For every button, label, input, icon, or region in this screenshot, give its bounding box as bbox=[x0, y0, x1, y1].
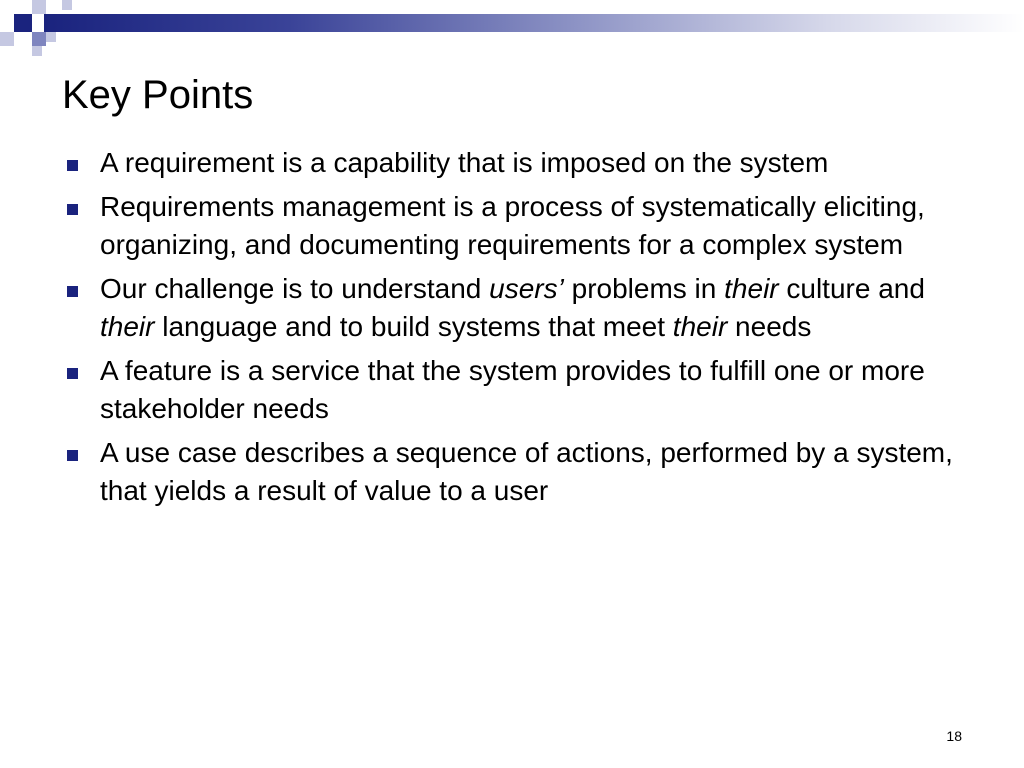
header-square-decoration bbox=[46, 32, 56, 42]
bullet-item bbox=[62, 352, 962, 428]
bullet-text: A use case describes a sequence of actions, performed by a system, that yields a result of value to a user bbox=[100, 437, 953, 506]
bullet-text: needs bbox=[727, 311, 812, 342]
bullet-emphasis-text: their bbox=[100, 311, 155, 342]
header-square-decoration bbox=[14, 14, 32, 32]
bullet-item bbox=[62, 270, 962, 346]
bullet-text: A feature is a service that the system provides to fulfill one or more stakeholder needs bbox=[100, 355, 925, 424]
header-square-decoration bbox=[32, 32, 46, 46]
bullet-emphasis-text: users’ bbox=[489, 273, 564, 304]
bullet-item bbox=[62, 144, 962, 182]
header-square-decoration bbox=[0, 32, 14, 46]
bullet-text: Our challenge is to understand bbox=[100, 273, 490, 304]
square-bullet-icon bbox=[67, 160, 78, 171]
bullet-text: language and to build systems that meet bbox=[154, 311, 673, 342]
bullet-text: A requirement is a capability that is imposed on the system bbox=[100, 147, 829, 178]
bullet-text: problems in bbox=[563, 273, 725, 304]
bullet-emphasis-text: their bbox=[724, 273, 779, 304]
page-number: 18 bbox=[946, 728, 962, 744]
header-square-decoration bbox=[32, 0, 46, 14]
bullet-emphasis-text: their bbox=[672, 311, 728, 342]
bullet-item bbox=[62, 188, 962, 264]
bullet-text: culture and bbox=[778, 273, 925, 304]
square-bullet-icon bbox=[67, 368, 78, 379]
bullet-text: Requirements management is a process of systematically eliciting, organizing, and documenting requirements for a complex system bbox=[100, 191, 925, 260]
slide-title: Key Points bbox=[62, 73, 254, 117]
bullet-list bbox=[62, 144, 962, 516]
square-bullet-icon bbox=[67, 450, 78, 461]
bullet-item bbox=[62, 434, 962, 510]
square-bullet-icon bbox=[67, 204, 78, 215]
header-gradient-bar bbox=[44, 14, 1024, 32]
square-bullet-icon bbox=[67, 286, 78, 297]
header-square-decoration bbox=[32, 46, 42, 56]
header-square-decoration bbox=[62, 0, 72, 10]
